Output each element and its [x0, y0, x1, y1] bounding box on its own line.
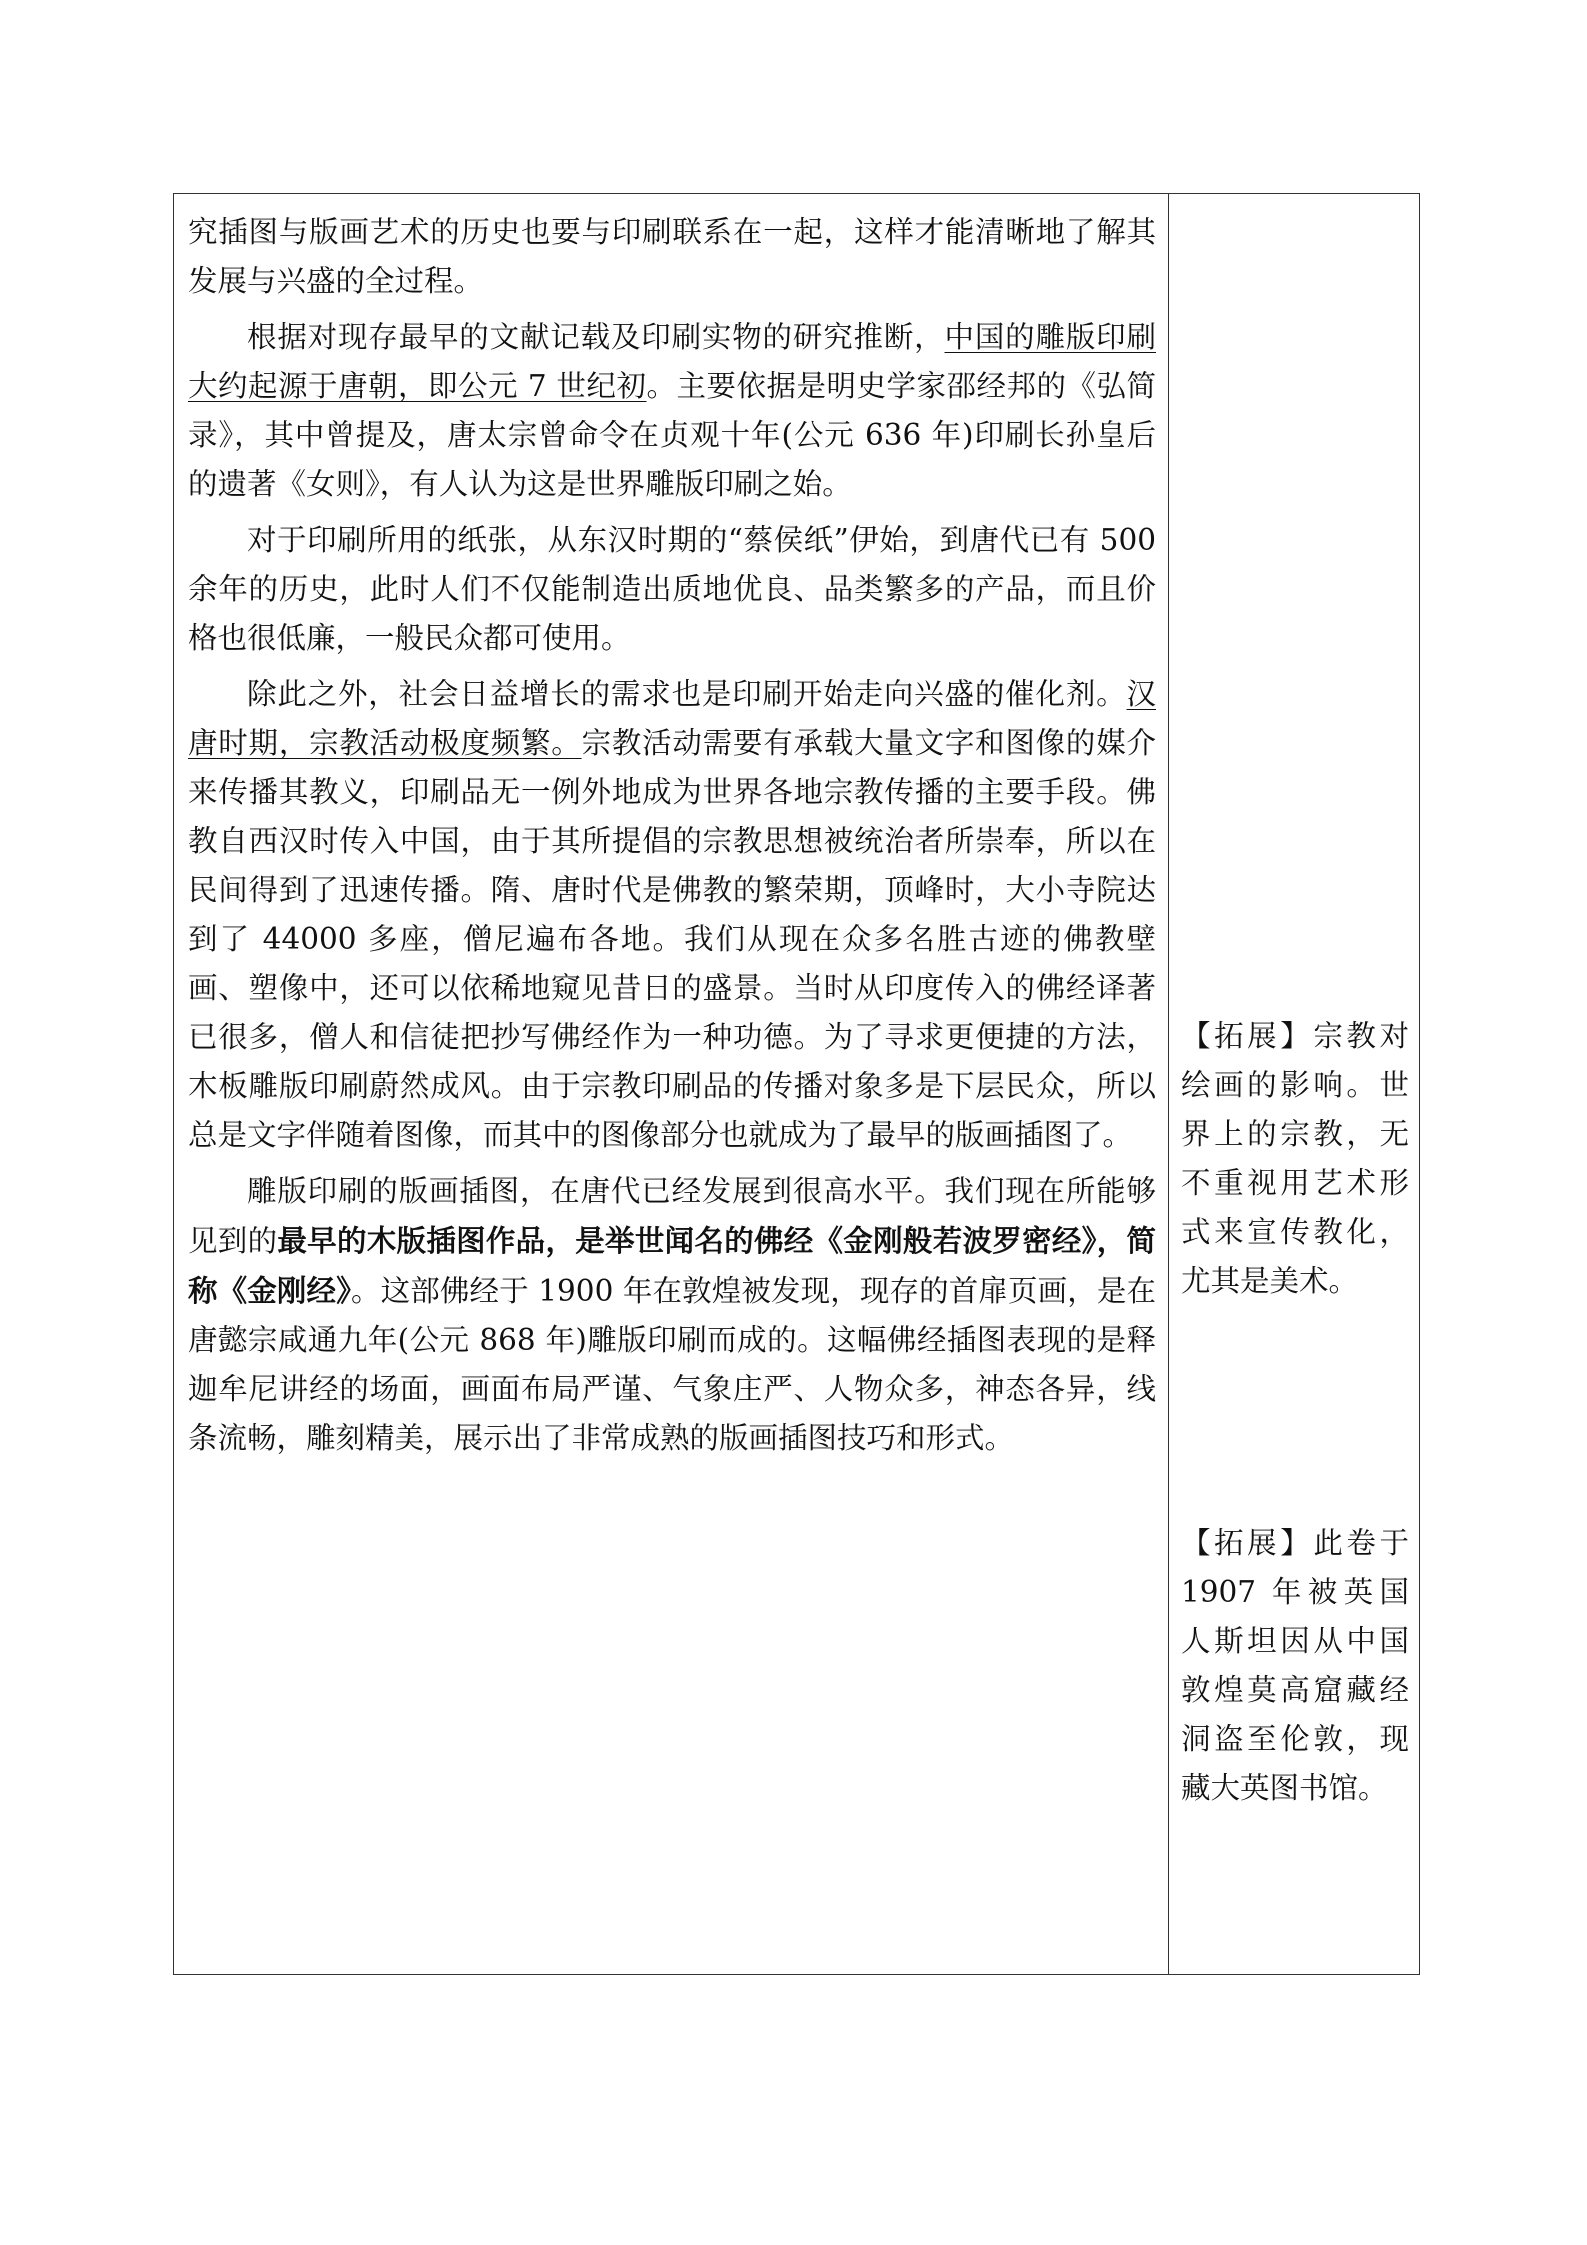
paragraph-2-text-end: 。主要依据是明史学家邵经邦的《弘简录》，其中曾提及，唐太宗曾命令在贞观十年(公元 636 年)印刷长孙皇后的遗著《女则》，有人认为这是世界雕版印刷之始。 — [188, 369, 1156, 501]
column-divider — [1168, 194, 1169, 1974]
main-text-column — [188, 208, 1156, 1463]
paragraph-1: 究插图与版画艺术的历史也要与印刷联系在一起，这样才能清晰地了解其发展与兴盛的全过程。 — [188, 215, 1156, 298]
paragraph-5-text-start: 雕版印刷的版画插图，在唐代已经发展到很高水平。我们现在所能够见到的 — [188, 1174, 1156, 1258]
underlined-origin-statement: 中国的雕版印刷大约起源于唐朝，即公元 7 世纪初 — [188, 320, 1156, 403]
paragraph-3: 对于印刷所用的纸张，从东汉时期的“蔡侯纸”伊始，到唐代已有 500 余年的历史，此时人们不仅能制造出质地优良、品类繁多的产品，而且价格也很低廉，一般民众都可使用。 — [188, 523, 1156, 655]
paragraph-2-text-start: 根据对现存最早的文献记载及印刷实物的研究推断， — [247, 320, 945, 354]
paragraph-4-text-start: 除此之外，社会日益增长的需求也是印刷开始走向兴盛的催化剂。 — [247, 677, 1127, 711]
paragraph-4-text-end: 宗教活动需要有承载大量文字和图像的媒介来传播其教义，印刷品无一例外地成为世界各地宗教传播的主要手段。佛教自西汉时传入中国，由于其所提倡的宗教思想被统治者所崇奉，所以在民间得到了迅速传播。隋、唐时代是佛教的繁荣期，顶峰时，大小寺院达到了 44000 多座，僧尼遍布各地。我们从现在众多名胜古迹的佛教壁画、塑像中，还可以依稀地窥见昔日的盛景。当时从印度传入的佛经译著已很多，僧人和信徒把抄写佛经作为一种功德。为了寻求更便捷的方法，木板雕版印刷蔚然成风。由于宗教印刷品的传播对象多是下层民众，所以总是文字伴随着图像，而其中的图像部分也就成为了最早的版画插图了。 — [188, 726, 1156, 1152]
bold-diamond-sutra-statement: 最早的木版插图作品，是举世闻名的佛经《金刚般若波罗密经》，简称《金刚经》 — [188, 1223, 1156, 1308]
paragraph-5-text-end: 。这部佛经于 1900 年在敦煌被发现，现存的首扉页画，是在唐懿宗咸通九年(公元 868 年)雕版印刷而成的。这幅佛经插图表现的是释迦牟尼讲经的场面，画面布局严谨、气象庄严、人物众多，神态各异，线条流畅，雕刻精美，展示出了非常成熟的版画插图技巧和形式。 — [188, 1274, 1156, 1455]
side-note-2-text: 【拓展】此卷于 1907 年被英国人斯坦因从中国敦煌莫高窟藏经洞盗至伦敦，现藏大英图书馆。 — [1181, 1526, 1409, 1805]
side-note-1-text: 【拓展】宗教对绘画的影响。世界上的宗教，无不重视用艺术形式来宣传教化，尤其是美术。 — [1181, 1019, 1409, 1298]
paragraph-5 — [188, 1167, 1156, 1463]
content-table — [173, 193, 1420, 1975]
paragraph-4 — [188, 670, 1156, 1160]
underlined-religion-statement: 汉唐时期，宗教活动极度频繁。 — [188, 677, 1156, 760]
paragraph-2 — [188, 313, 1156, 509]
side-note-scroll — [1181, 1519, 1409, 1813]
side-note-religion — [1181, 1012, 1409, 1306]
